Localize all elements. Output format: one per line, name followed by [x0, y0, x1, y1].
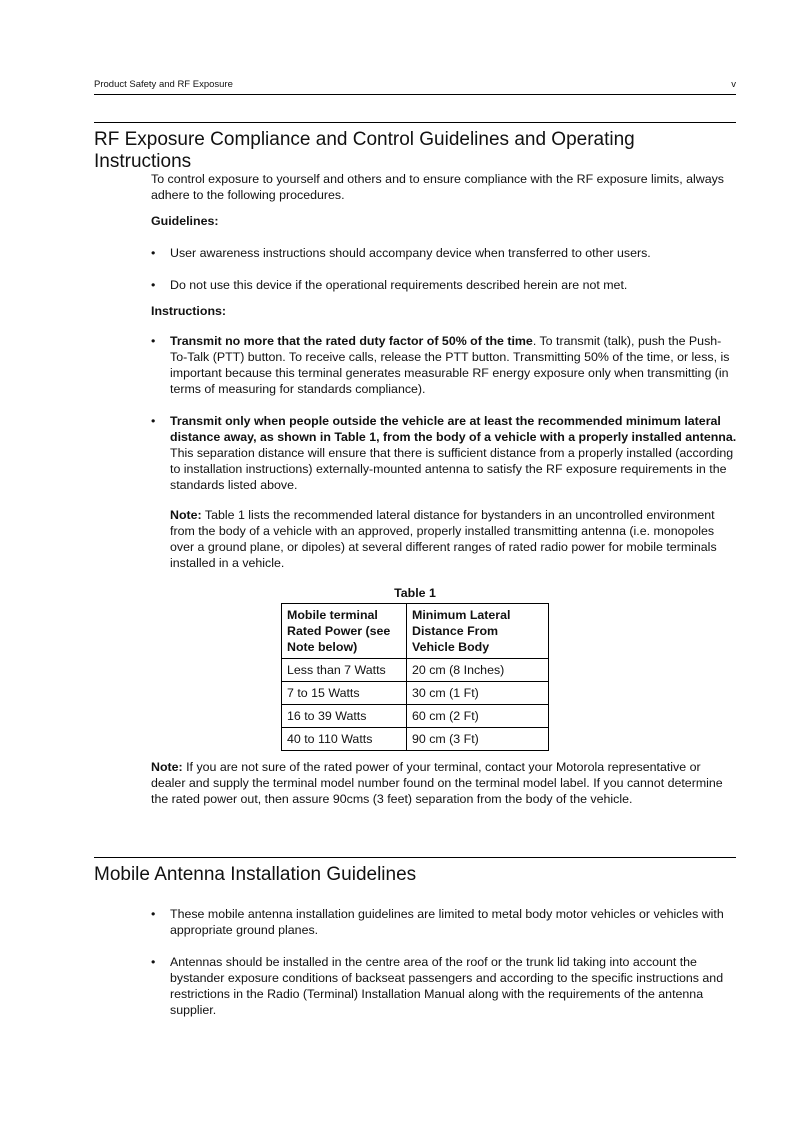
cell: 20 cm (8 Inches)	[407, 659, 549, 682]
guidelines-list	[151, 245, 737, 293]
table-row	[282, 682, 549, 705]
section-antenna-body	[151, 906, 737, 1034]
antenna-guidelines-list	[151, 906, 737, 1018]
note-label: Note:	[151, 760, 183, 774]
column-header: Mobile terminal Rated Power (see Note below)	[282, 604, 407, 659]
cell: 7 to 15 Watts	[282, 682, 407, 705]
note-label: Note:	[170, 508, 202, 522]
page-number: v	[731, 79, 736, 90]
text: This separation distance will ensure that there is sufficient distance from a properly installed (according to installation instructions) externally-mounted antenna to satisfy the RF exposure requirements in the standards listed above.	[170, 446, 734, 492]
cell: 30 cm (1 Ft)	[407, 682, 549, 705]
list-item	[151, 333, 737, 397]
table-caption: Table 1	[394, 586, 436, 600]
instructions-list	[151, 333, 737, 493]
note-text: Table 1 lists the recommended lateral distance for bystanders in an uncontrolled environment from the body of a vehicle with an approved, properly installed transmitting antenna (i.e. monopoles over a ground plane, or dipoles) at several different ranges of rated radio power for mobile terminals installed in a vehicle.	[170, 508, 717, 570]
guidelines-heading: Guidelines:	[151, 214, 219, 228]
cell: 16 to 39 Watts	[282, 705, 407, 728]
list-item: • Antennas should be installed in the centre area of the roof or the trunk lid taking into account the bystander exposure conditions of backseat passengers and according to the specific instructions and restrictions in the Radio (Terminal) Installation Manual along with the requirements of the antenna supplier.	[151, 954, 737, 1018]
note-table	[151, 507, 737, 571]
section-title-rf-exposure: RF Exposure Compliance and Control Guidelines and Operating Instructions	[94, 122, 736, 173]
cell: 90 cm (3 Ft)	[407, 728, 549, 751]
distance-table	[281, 603, 549, 751]
cell: 60 cm (2 Ft)	[407, 705, 549, 728]
header-title: Product Safety and RF Exposure	[94, 79, 233, 90]
section-title-antenna-installation: Mobile Antenna Installation Guidelines	[94, 857, 736, 886]
cell: 40 to 110 Watts	[282, 728, 407, 751]
page-header	[94, 79, 736, 95]
list-item: • Do not use this device if the operational requirements described herein are not met.	[151, 277, 737, 293]
table-row	[282, 659, 549, 682]
list-item: • User awareness instructions should accompany device when transferred to other users.	[151, 245, 737, 261]
table-header-row	[282, 604, 549, 659]
column-header: Minimum Lateral Distance From Vehicle Body	[407, 604, 549, 659]
note-text: If you are not sure of the rated power of your terminal, contact your Motorola representative or dealer and supply the terminal model number found on the terminal model label. If you cannot determine the rated power out, then assure 90cms (3 feet) separation from the body of the vehicle.	[151, 760, 723, 806]
text: . To transmit (talk), push the Push-To-Talk (PTT) button. To receive calls, release the PTT button. Transmitting 50% of the time, or less, is important because this terminal generates measurable RF energy exposure only when transmitting (in terms of measuring for standards compliance).	[170, 334, 730, 396]
intro-paragraph: To control exposure to yourself and others and to ensure compliance with the RF exposure limits, always adhere to the following procedures.	[151, 172, 725, 202]
cell: Less than 7 Watts	[282, 659, 407, 682]
section-rf-exposure-body	[151, 171, 737, 807]
bold-text: Transmit only when people outside the vehicle are at least the recommended minimum lateral distance away, as shown in Table 1, from the body of a vehicle with a properly installed antenna.	[170, 414, 737, 444]
instructions-heading: Instructions:	[151, 304, 227, 318]
bold-text: Transmit no more that the rated duty factor of 50% of the time	[170, 334, 533, 348]
table-row	[282, 705, 549, 728]
note-rated-power	[151, 759, 737, 807]
list-item	[151, 413, 737, 493]
table-row	[282, 728, 549, 751]
list-item: • These mobile antenna installation guidelines are limited to metal body motor vehicles or vehicles with appropriate ground planes.	[151, 906, 737, 938]
